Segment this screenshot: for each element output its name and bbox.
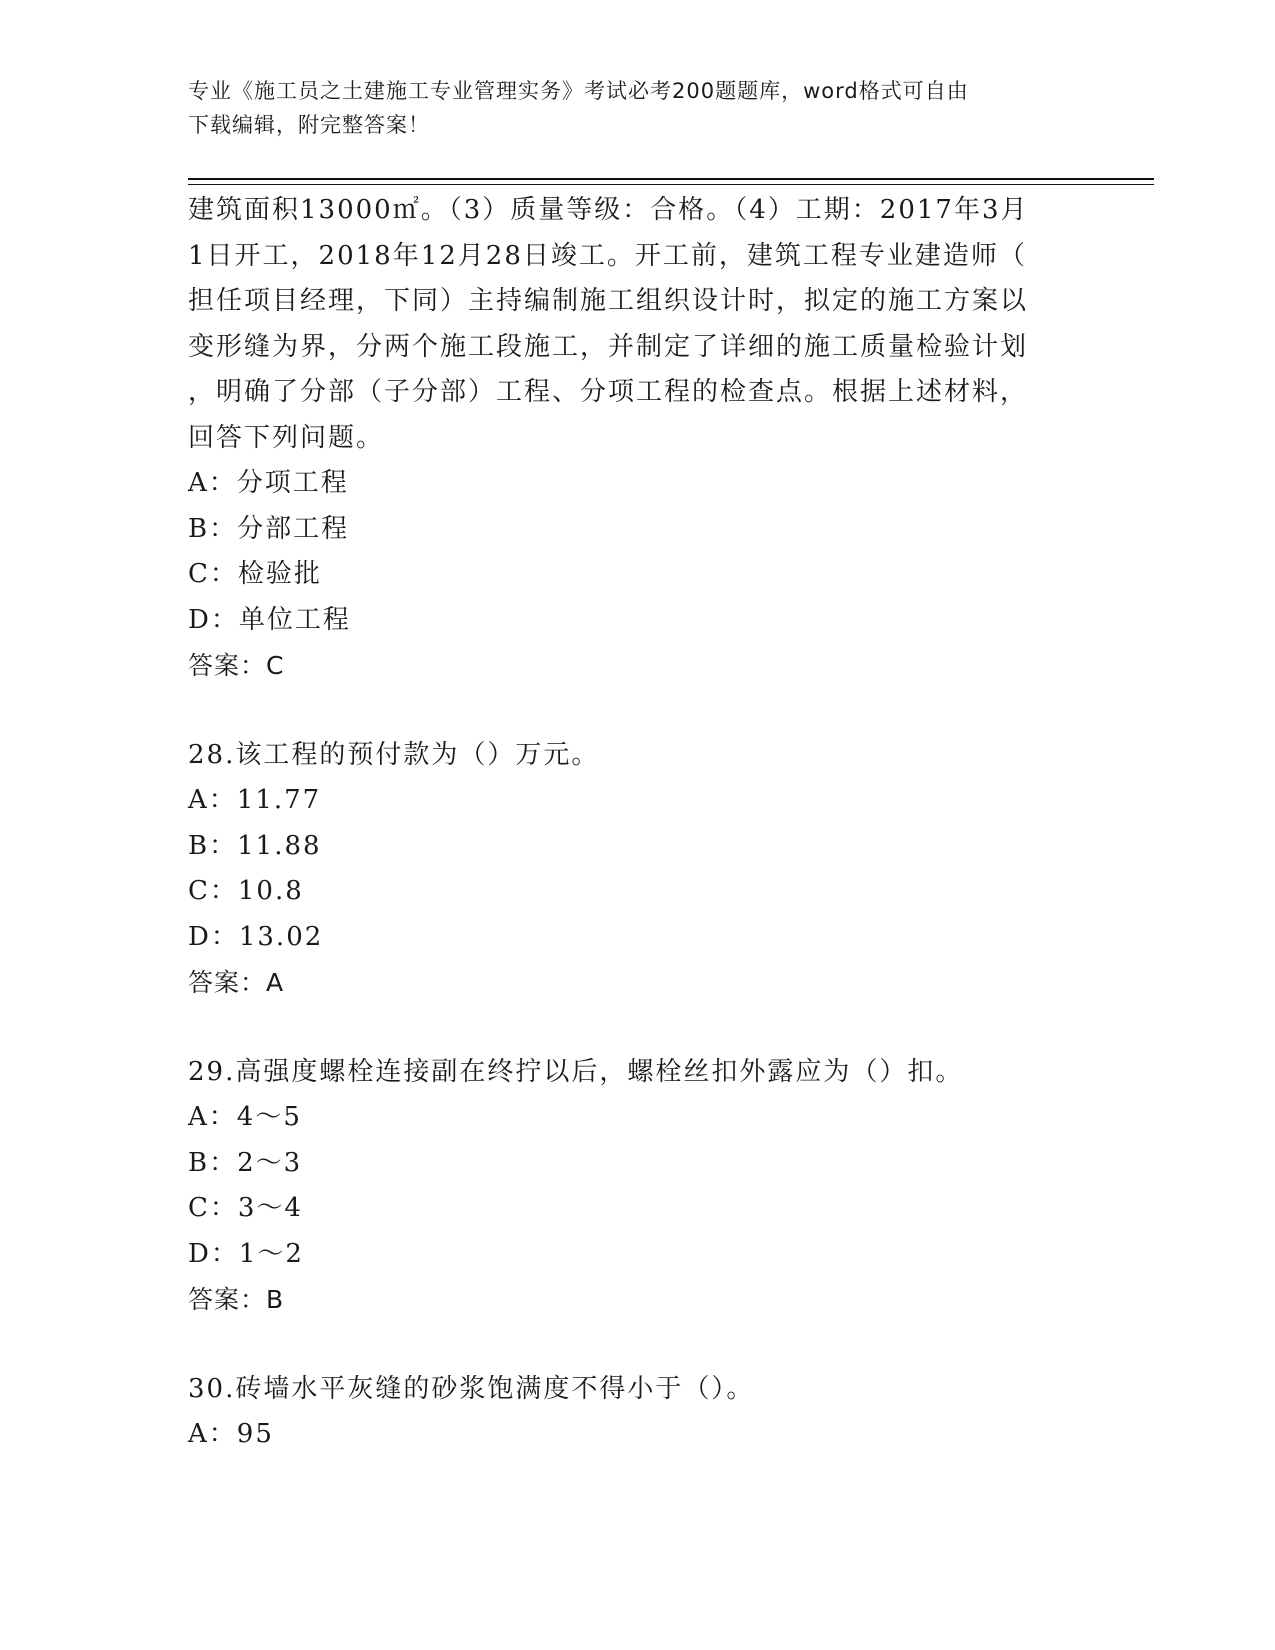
question-27-context [188, 188, 1068, 689]
option-a: A：11.77 [188, 785, 322, 815]
spacer [188, 689, 1068, 733]
question-text-line: 回答下列问题。 [188, 422, 385, 453]
question-30 [188, 1367, 1068, 1458]
question-text-line: 1日开工，2018年12月28日竣工。开工前，建筑工程专业建造师（ [188, 240, 1027, 271]
question-29 [188, 1050, 1068, 1323]
option-c: C：10.8 [188, 876, 304, 906]
question-text-line: ，明确了分部（子分部）工程、分项工程的检查点。根据上述材料， [188, 377, 1029, 407]
answer-label: 答案：B [188, 1285, 285, 1314]
header-title-line-2: 下载编辑，附完整答案！ [188, 113, 430, 137]
option-b: B：11.88 [188, 830, 322, 861]
question-text-line: 担任项目经理，下同）主持编制施工组织设计时，拟定的施工方案以 [188, 286, 1029, 316]
document-header [188, 74, 1068, 142]
option-c: C：3～4 [188, 1193, 303, 1223]
option-b: B：2～3 [188, 1147, 303, 1178]
option-a: A：4～5 [188, 1102, 302, 1132]
question-text: 28.该工程的预付款为（）万元。 [188, 739, 600, 770]
option-a: A：95 [188, 1419, 274, 1449]
option-b: B：分部工程 [188, 513, 350, 544]
document-body [188, 188, 1068, 1458]
question-text-line: 变形缝为界，分两个施工段施工，并制定了详细的施工质量检验计划 [188, 331, 1029, 362]
option-d: D：13.02 [188, 921, 324, 952]
answer-label: 答案：A [188, 968, 285, 997]
header-divider-thin [188, 184, 1154, 185]
option-d: D：1～2 [188, 1238, 304, 1269]
header-divider-thick [188, 178, 1154, 180]
answer-label: 答案：C [188, 651, 285, 680]
spacer [188, 1006, 1068, 1050]
option-c: C：检验批 [188, 559, 322, 589]
question-28 [188, 733, 1068, 1006]
option-a: A：分项工程 [188, 468, 349, 498]
question-text: 29.高强度螺栓连接副在终拧以后，螺栓丝扣外露应为（）扣。 [188, 1056, 964, 1087]
question-text-line: 建筑面积13000㎡。（3）质量等级：合格。（4）工期：2017年3月 [188, 195, 1029, 225]
spacer [188, 1323, 1068, 1367]
option-d: D：单位工程 [188, 604, 351, 635]
question-text: 30.砖墙水平灰缝的砂浆饱满度不得小于（）。 [188, 1373, 755, 1404]
header-title-line-1: 专业《施工员之土建施工专业管理实务》考试必考200题题库，word格式可自由 [188, 79, 969, 103]
